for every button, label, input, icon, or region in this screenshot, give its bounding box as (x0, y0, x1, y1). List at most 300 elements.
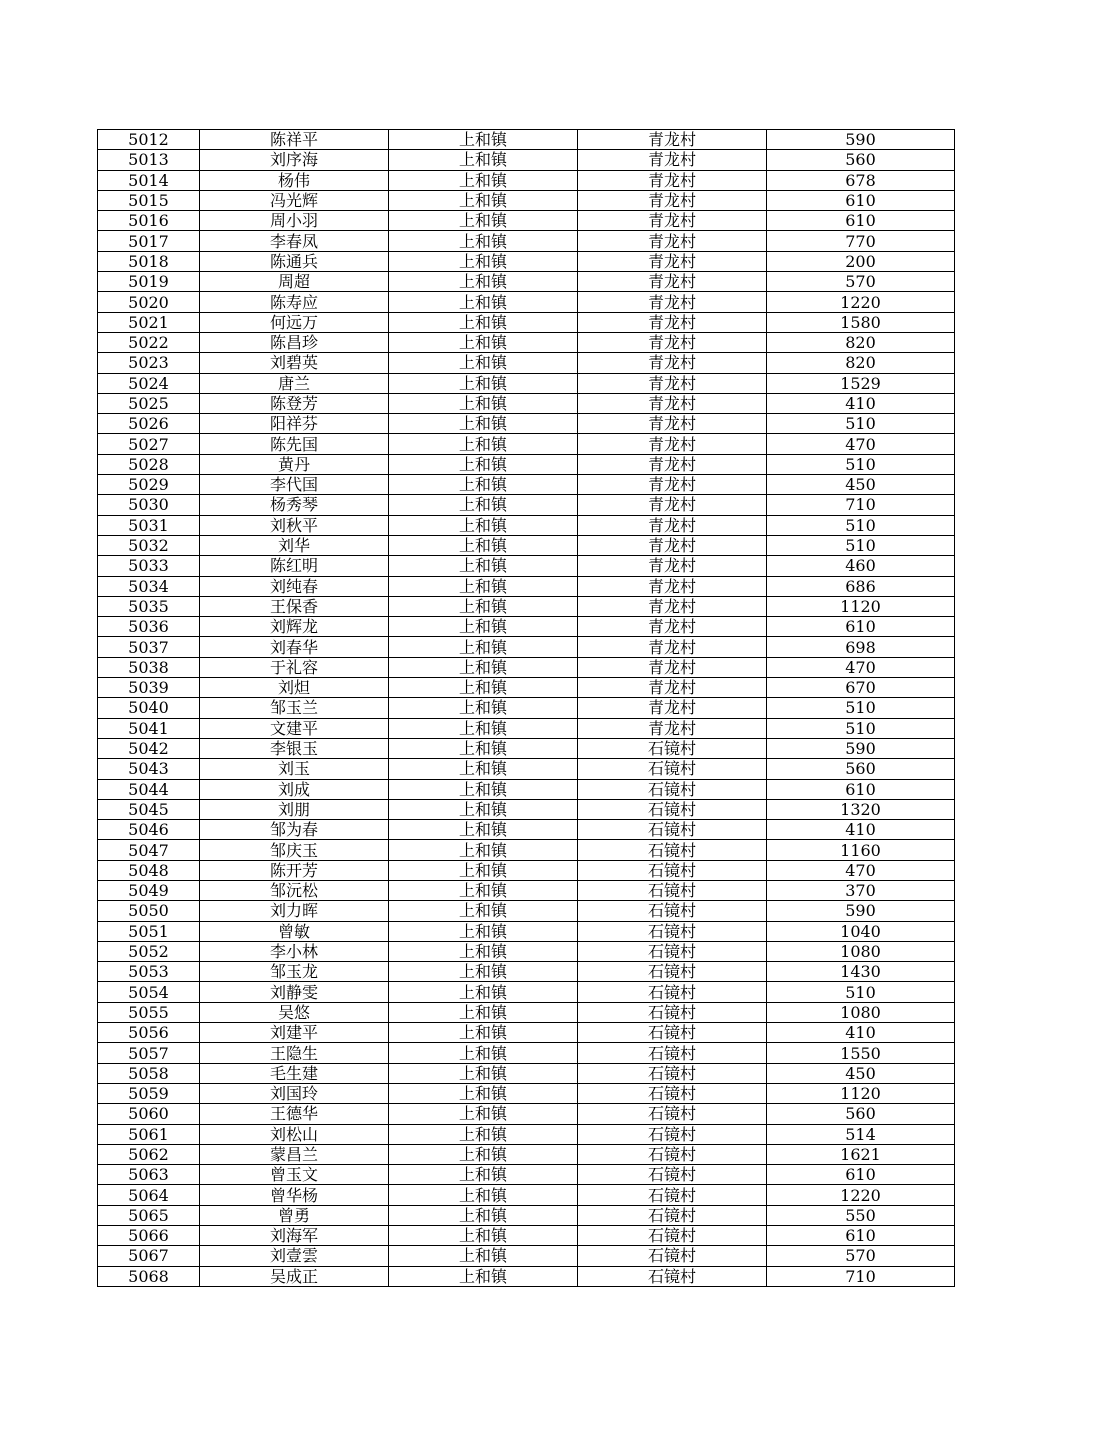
record-id-cell: 5044 (98, 779, 200, 799)
amount-cell: 698 (767, 637, 955, 657)
village-cell: 石镜村 (578, 759, 767, 779)
town-cell: 上和镇 (389, 637, 578, 657)
town-cell: 上和镇 (389, 332, 578, 352)
town-cell: 上和镇 (389, 840, 578, 860)
town-cell: 上和镇 (389, 941, 578, 961)
table-row (98, 1226, 955, 1246)
village-cell: 石镜村 (578, 1063, 767, 1083)
town-cell: 上和镇 (389, 1083, 578, 1103)
town-cell: 上和镇 (389, 150, 578, 170)
amount-cell: 410 (767, 820, 955, 840)
record-id-cell: 5063 (98, 1165, 200, 1185)
table-row (98, 617, 955, 637)
name-cell: 李小林 (200, 941, 389, 961)
name-cell: 王隐生 (200, 1043, 389, 1063)
amount-cell: 450 (767, 475, 955, 495)
table-row (98, 759, 955, 779)
name-cell: 刘碧英 (200, 353, 389, 373)
amount-cell: 610 (767, 190, 955, 210)
town-cell: 上和镇 (389, 1266, 578, 1286)
village-cell: 石镜村 (578, 738, 767, 758)
amount-cell: 1621 (767, 1144, 955, 1164)
record-id-cell: 5023 (98, 353, 200, 373)
record-id-cell: 5029 (98, 475, 200, 495)
amount-cell: 1320 (767, 799, 955, 819)
amount-cell: 510 (767, 698, 955, 718)
amount-cell: 590 (767, 901, 955, 921)
town-cell: 上和镇 (389, 596, 578, 616)
record-id-cell: 5055 (98, 1002, 200, 1022)
town-cell: 上和镇 (389, 535, 578, 555)
town-cell: 上和镇 (389, 475, 578, 495)
record-id-cell: 5052 (98, 941, 200, 961)
village-cell: 石镜村 (578, 1043, 767, 1063)
amount-cell: 510 (767, 414, 955, 434)
amount-cell: 610 (767, 1165, 955, 1185)
record-id-cell: 5046 (98, 820, 200, 840)
table-row (98, 799, 955, 819)
town-cell: 上和镇 (389, 414, 578, 434)
name-cell: 陈昌珍 (200, 332, 389, 352)
name-cell: 陈通兵 (200, 251, 389, 271)
name-cell: 吴成正 (200, 1266, 389, 1286)
amount-cell: 1080 (767, 941, 955, 961)
table-row (98, 718, 955, 738)
name-cell: 吴悠 (200, 1002, 389, 1022)
amount-cell: 590 (767, 738, 955, 758)
amount-cell: 560 (767, 759, 955, 779)
village-cell: 青龙村 (578, 657, 767, 677)
amount-cell: 1120 (767, 1083, 955, 1103)
town-cell: 上和镇 (389, 454, 578, 474)
amount-cell: 1220 (767, 292, 955, 312)
name-cell: 刘序海 (200, 150, 389, 170)
record-id-cell: 5059 (98, 1083, 200, 1103)
record-id-cell: 5016 (98, 211, 200, 231)
table-row (98, 637, 955, 657)
village-cell: 青龙村 (578, 718, 767, 738)
amount-cell: 200 (767, 251, 955, 271)
village-cell: 石镜村 (578, 799, 767, 819)
name-cell: 黄丹 (200, 454, 389, 474)
record-id-cell: 5054 (98, 982, 200, 1002)
table-row (98, 1063, 955, 1083)
town-cell: 上和镇 (389, 1226, 578, 1246)
name-cell: 刘海军 (200, 1226, 389, 1246)
village-cell: 石镜村 (578, 962, 767, 982)
record-id-cell: 5042 (98, 738, 200, 758)
name-cell: 文建平 (200, 718, 389, 738)
record-id-cell: 5027 (98, 434, 200, 454)
table-row (98, 434, 955, 454)
name-cell: 刘辉龙 (200, 617, 389, 637)
amount-cell: 510 (767, 515, 955, 535)
town-cell: 上和镇 (389, 1144, 578, 1164)
record-id-cell: 5051 (98, 921, 200, 941)
table-row (98, 251, 955, 271)
amount-cell: 686 (767, 576, 955, 596)
record-id-cell: 5015 (98, 190, 200, 210)
record-id-cell: 5067 (98, 1246, 200, 1266)
record-id-cell: 5026 (98, 414, 200, 434)
town-cell: 上和镇 (389, 1002, 578, 1022)
village-cell: 青龙村 (578, 292, 767, 312)
table-row (98, 414, 955, 434)
village-cell: 青龙村 (578, 475, 767, 495)
amount-cell: 410 (767, 393, 955, 413)
record-id-cell: 5024 (98, 373, 200, 393)
amount-cell: 510 (767, 982, 955, 1002)
amount-cell: 1160 (767, 840, 955, 860)
village-cell: 石镜村 (578, 921, 767, 941)
town-cell: 上和镇 (389, 434, 578, 454)
town-cell: 上和镇 (389, 921, 578, 941)
name-cell: 陈先国 (200, 434, 389, 454)
record-id-cell: 5041 (98, 718, 200, 738)
amount-cell: 590 (767, 130, 955, 150)
town-cell: 上和镇 (389, 901, 578, 921)
name-cell: 刘静雯 (200, 982, 389, 1002)
table-row (98, 312, 955, 332)
table-row (98, 840, 955, 860)
name-cell: 刘国玲 (200, 1083, 389, 1103)
amount-cell: 470 (767, 657, 955, 677)
record-id-cell: 5068 (98, 1266, 200, 1286)
record-id-cell: 5033 (98, 556, 200, 576)
town-cell: 上和镇 (389, 1104, 578, 1124)
record-id-cell: 5064 (98, 1185, 200, 1205)
record-id-cell: 5014 (98, 170, 200, 190)
table-row (98, 150, 955, 170)
record-id-cell: 5060 (98, 1104, 200, 1124)
table-row (98, 596, 955, 616)
town-cell: 上和镇 (389, 190, 578, 210)
town-cell: 上和镇 (389, 1205, 578, 1225)
table-row (98, 1266, 955, 1286)
village-cell: 石镜村 (578, 840, 767, 860)
amount-cell: 610 (767, 211, 955, 231)
town-cell: 上和镇 (389, 820, 578, 840)
town-cell: 上和镇 (389, 231, 578, 251)
table-row (98, 1246, 955, 1266)
amount-cell: 510 (767, 718, 955, 738)
name-cell: 曾勇 (200, 1205, 389, 1225)
record-id-cell: 5066 (98, 1226, 200, 1246)
amount-cell: 1080 (767, 1002, 955, 1022)
amount-cell: 1550 (767, 1043, 955, 1063)
town-cell: 上和镇 (389, 738, 578, 758)
record-id-cell: 5036 (98, 617, 200, 637)
record-id-cell: 5061 (98, 1124, 200, 1144)
village-cell: 青龙村 (578, 272, 767, 292)
record-id-cell: 5030 (98, 495, 200, 515)
name-cell: 刘松山 (200, 1124, 389, 1144)
town-cell: 上和镇 (389, 880, 578, 900)
town-cell: 上和镇 (389, 1165, 578, 1185)
record-id-cell: 5053 (98, 962, 200, 982)
village-cell: 青龙村 (578, 332, 767, 352)
village-cell: 石镜村 (578, 1144, 767, 1164)
record-id-cell: 5032 (98, 535, 200, 555)
table-row (98, 941, 955, 961)
table-body (98, 130, 955, 1287)
table-row (98, 332, 955, 352)
town-cell: 上和镇 (389, 799, 578, 819)
name-cell: 曾玉文 (200, 1165, 389, 1185)
table-row (98, 1124, 955, 1144)
table-row (98, 170, 955, 190)
table-row (98, 1185, 955, 1205)
village-cell: 青龙村 (578, 637, 767, 657)
village-cell: 青龙村 (578, 698, 767, 718)
record-id-cell: 5043 (98, 759, 200, 779)
record-id-cell: 5012 (98, 130, 200, 150)
amount-cell: 570 (767, 1246, 955, 1266)
name-cell: 陈开芳 (200, 860, 389, 880)
table-row (98, 982, 955, 1002)
village-cell: 青龙村 (578, 393, 767, 413)
name-cell: 刘朋 (200, 799, 389, 819)
record-id-cell: 5028 (98, 454, 200, 474)
record-id-cell: 5038 (98, 657, 200, 677)
name-cell: 陈登芳 (200, 393, 389, 413)
amount-cell: 1580 (767, 312, 955, 332)
town-cell: 上和镇 (389, 1124, 578, 1144)
table-row (98, 738, 955, 758)
village-cell: 青龙村 (578, 515, 767, 535)
amount-cell: 1040 (767, 921, 955, 941)
village-cell: 青龙村 (578, 312, 767, 332)
village-cell: 石镜村 (578, 1104, 767, 1124)
name-cell: 李春凤 (200, 231, 389, 251)
village-cell: 青龙村 (578, 535, 767, 555)
name-cell: 刘炟 (200, 678, 389, 698)
amount-cell: 610 (767, 779, 955, 799)
village-cell: 石镜村 (578, 1165, 767, 1185)
town-cell: 上和镇 (389, 860, 578, 880)
town-cell: 上和镇 (389, 353, 578, 373)
record-id-cell: 5019 (98, 272, 200, 292)
name-cell: 刘玉 (200, 759, 389, 779)
table-row (98, 272, 955, 292)
name-cell: 于礼容 (200, 657, 389, 677)
town-cell: 上和镇 (389, 312, 578, 332)
table-row (98, 1002, 955, 1022)
record-id-cell: 5058 (98, 1063, 200, 1083)
table-row (98, 475, 955, 495)
village-cell: 青龙村 (578, 454, 767, 474)
record-id-cell: 5025 (98, 393, 200, 413)
record-id-cell: 5031 (98, 515, 200, 535)
record-id-cell: 5057 (98, 1043, 200, 1063)
amount-cell: 820 (767, 353, 955, 373)
amount-cell: 570 (767, 272, 955, 292)
town-cell: 上和镇 (389, 779, 578, 799)
record-id-cell: 5048 (98, 860, 200, 880)
table-row (98, 353, 955, 373)
record-id-cell: 5022 (98, 332, 200, 352)
amount-cell: 470 (767, 860, 955, 880)
name-cell: 曾敏 (200, 921, 389, 941)
table-row (98, 901, 955, 921)
village-cell: 青龙村 (578, 150, 767, 170)
record-id-cell: 5017 (98, 231, 200, 251)
name-cell: 毛生建 (200, 1063, 389, 1083)
town-cell: 上和镇 (389, 130, 578, 150)
town-cell: 上和镇 (389, 617, 578, 637)
amount-cell: 1430 (767, 962, 955, 982)
town-cell: 上和镇 (389, 657, 578, 677)
name-cell: 刘华 (200, 535, 389, 555)
town-cell: 上和镇 (389, 211, 578, 231)
town-cell: 上和镇 (389, 718, 578, 738)
record-id-cell: 5050 (98, 901, 200, 921)
town-cell: 上和镇 (389, 698, 578, 718)
amount-cell: 460 (767, 556, 955, 576)
record-id-cell: 5021 (98, 312, 200, 332)
name-cell: 邹玉兰 (200, 698, 389, 718)
table-row (98, 921, 955, 941)
town-cell: 上和镇 (389, 495, 578, 515)
town-cell: 上和镇 (389, 1063, 578, 1083)
amount-cell: 370 (767, 880, 955, 900)
village-cell: 石镜村 (578, 1246, 767, 1266)
table-row (98, 1165, 955, 1185)
name-cell: 邹玉龙 (200, 962, 389, 982)
town-cell: 上和镇 (389, 556, 578, 576)
amount-cell: 670 (767, 678, 955, 698)
table-row (98, 1144, 955, 1164)
village-cell: 青龙村 (578, 373, 767, 393)
record-id-cell: 5045 (98, 799, 200, 819)
record-id-cell: 5013 (98, 150, 200, 170)
name-cell: 陈红明 (200, 556, 389, 576)
name-cell: 陈寿应 (200, 292, 389, 312)
name-cell: 杨伟 (200, 170, 389, 190)
town-cell: 上和镇 (389, 678, 578, 698)
village-cell: 青龙村 (578, 353, 767, 373)
table-row (98, 860, 955, 880)
village-cell: 青龙村 (578, 596, 767, 616)
village-cell: 青龙村 (578, 170, 767, 190)
data-table (97, 129, 955, 1287)
village-cell: 石镜村 (578, 1185, 767, 1205)
name-cell: 刘成 (200, 779, 389, 799)
name-cell: 周小羽 (200, 211, 389, 231)
amount-cell: 470 (767, 434, 955, 454)
name-cell: 李代国 (200, 475, 389, 495)
amount-cell: 514 (767, 1124, 955, 1144)
table-row (98, 1205, 955, 1225)
town-cell: 上和镇 (389, 251, 578, 271)
table-row (98, 556, 955, 576)
table-row (98, 190, 955, 210)
name-cell: 曾华杨 (200, 1185, 389, 1205)
village-cell: 石镜村 (578, 779, 767, 799)
name-cell: 邹为春 (200, 820, 389, 840)
amount-cell: 610 (767, 1226, 955, 1246)
table-row (98, 211, 955, 231)
record-id-cell: 5049 (98, 880, 200, 900)
record-id-cell: 5034 (98, 576, 200, 596)
name-cell: 刘纯春 (200, 576, 389, 596)
name-cell: 刘秋平 (200, 515, 389, 535)
name-cell: 阳祥芬 (200, 414, 389, 434)
village-cell: 青龙村 (578, 495, 767, 515)
amount-cell: 820 (767, 332, 955, 352)
town-cell: 上和镇 (389, 982, 578, 1002)
record-id-cell: 5047 (98, 840, 200, 860)
record-id-cell: 5035 (98, 596, 200, 616)
amount-cell: 560 (767, 1104, 955, 1124)
town-cell: 上和镇 (389, 373, 578, 393)
table-row (98, 231, 955, 251)
record-id-cell: 5065 (98, 1205, 200, 1225)
village-cell: 石镜村 (578, 1124, 767, 1144)
village-cell: 青龙村 (578, 576, 767, 596)
name-cell: 刘壹雲 (200, 1246, 389, 1266)
town-cell: 上和镇 (389, 1023, 578, 1043)
amount-cell: 510 (767, 454, 955, 474)
village-cell: 青龙村 (578, 617, 767, 637)
village-cell: 青龙村 (578, 556, 767, 576)
name-cell: 王德华 (200, 1104, 389, 1124)
town-cell: 上和镇 (389, 515, 578, 535)
village-cell: 青龙村 (578, 678, 767, 698)
amount-cell: 1529 (767, 373, 955, 393)
name-cell: 刘春华 (200, 637, 389, 657)
village-cell: 石镜村 (578, 1266, 767, 1286)
amount-cell: 560 (767, 150, 955, 170)
amount-cell: 550 (767, 1205, 955, 1225)
table-row (98, 454, 955, 474)
table-row (98, 820, 955, 840)
village-cell: 青龙村 (578, 211, 767, 231)
town-cell: 上和镇 (389, 170, 578, 190)
table-row (98, 657, 955, 677)
table-row (98, 292, 955, 312)
table-row (98, 698, 955, 718)
table-row (98, 1104, 955, 1124)
name-cell: 李银玉 (200, 738, 389, 758)
village-cell: 青龙村 (578, 231, 767, 251)
table-row (98, 576, 955, 596)
table-row (98, 535, 955, 555)
name-cell: 何远万 (200, 312, 389, 332)
town-cell: 上和镇 (389, 1246, 578, 1266)
town-cell: 上和镇 (389, 272, 578, 292)
village-cell: 石镜村 (578, 1083, 767, 1103)
table-row (98, 880, 955, 900)
name-cell: 王保香 (200, 596, 389, 616)
table-row (98, 495, 955, 515)
town-cell: 上和镇 (389, 393, 578, 413)
record-id-cell: 5056 (98, 1023, 200, 1043)
amount-cell: 610 (767, 617, 955, 637)
town-cell: 上和镇 (389, 576, 578, 596)
town-cell: 上和镇 (389, 1043, 578, 1063)
name-cell: 周超 (200, 272, 389, 292)
amount-cell: 410 (767, 1023, 955, 1043)
table-row (98, 393, 955, 413)
table-row (98, 779, 955, 799)
name-cell: 刘建平 (200, 1023, 389, 1043)
table-row (98, 515, 955, 535)
record-id-cell: 5037 (98, 637, 200, 657)
village-cell: 石镜村 (578, 901, 767, 921)
name-cell: 蒙昌兰 (200, 1144, 389, 1164)
name-cell: 冯光辉 (200, 190, 389, 210)
